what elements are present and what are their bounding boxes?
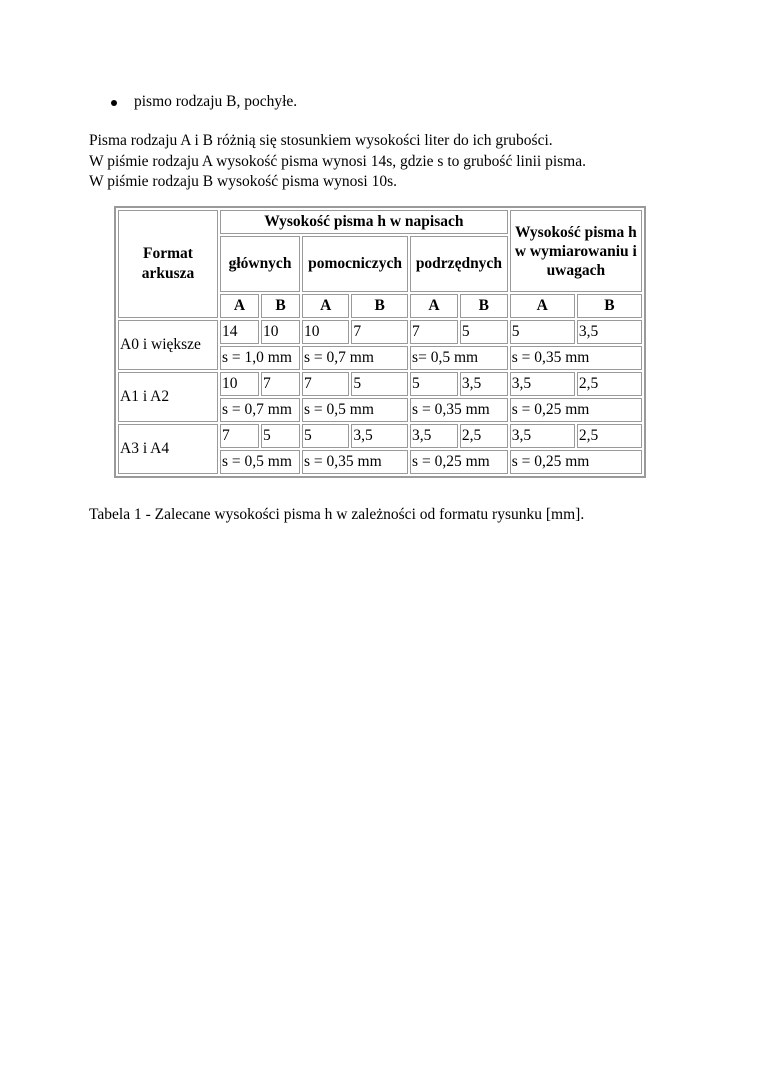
thickness-cell: s = 0,5 mm [302, 398, 408, 422]
format-cell: A3 i A4 [118, 424, 218, 474]
header-a: A [410, 294, 458, 318]
intro-paragraph [89, 131, 586, 193]
thickness-cell: s = 0,5 mm [220, 450, 300, 474]
value-cell: 3,5 [410, 424, 458, 448]
header-wysokosc-wymiary: Wysokość pisma h w wymiarowaniu i uwagach [510, 210, 642, 292]
value-cell: 10 [261, 320, 300, 344]
header-b: B [261, 294, 300, 318]
value-cell: 3,5 [510, 372, 575, 396]
table-row [118, 424, 642, 448]
bullet-item [90, 92, 297, 112]
thickness-cell: s = 0,35 mm [510, 346, 642, 370]
value-cell: 2,5 [577, 424, 642, 448]
value-cell: 14 [220, 320, 259, 344]
bullet-dot-icon [111, 100, 117, 106]
thickness-cell: s = 1,0 mm [220, 346, 300, 370]
header-podrzednych: podrzędnych [410, 236, 508, 292]
value-cell: 5 [510, 320, 575, 344]
paragraph-line: Pisma rodzaju A i B różnią się stosunkiem wysokości liter do ich grubości. [89, 132, 553, 149]
header-b: B [577, 294, 642, 318]
value-cell: 3,5 [577, 320, 642, 344]
thickness-cell: s = 0,35 mm [302, 450, 408, 474]
value-cell: 7 [261, 372, 300, 396]
value-cell: 5 [302, 424, 349, 448]
value-cell: 10 [220, 372, 259, 396]
value-cell: 3,5 [510, 424, 575, 448]
header-b: B [351, 294, 408, 318]
thickness-cell: s= 0,5 mm [410, 346, 508, 370]
paragraph-line: W piśmie rodzaju A wysokość pisma wynosi 14s, gdzie s to grubość linii pisma. [89, 152, 586, 170]
value-cell: 7 [302, 372, 349, 396]
bullet-list [90, 92, 297, 112]
value-cell: 7 [410, 320, 458, 344]
table-row [118, 320, 642, 344]
header-glownych: głównych [220, 236, 300, 292]
header-b: B [460, 294, 508, 318]
value-cell: 2,5 [460, 424, 508, 448]
bullet-text: pismo rodzaju B, pochyłe. [134, 93, 298, 110]
thickness-cell: s = 0,25 mm [510, 450, 642, 474]
header-pomocniczych: pomocniczych [302, 236, 408, 292]
value-cell: 7 [220, 424, 259, 448]
value-cell: 7 [351, 320, 408, 344]
value-cell: 5 [261, 424, 300, 448]
table-caption: Tabela 1 - Zalecane wysokości pisma h w zależności od formatu rysunku [mm]. [89, 506, 585, 523]
value-cell: 5 [460, 320, 508, 344]
format-cell: A1 i A2 [118, 372, 218, 422]
paragraph-line: W piśmie rodzaju B wysokość pisma wynosi 10s. [89, 173, 397, 190]
letter-height-table [114, 206, 646, 478]
thickness-cell: s = 0,7 mm [302, 346, 408, 370]
thickness-cell: s = 0,25 mm [410, 450, 508, 474]
thickness-cell: s = 0,7 mm [220, 398, 300, 422]
value-cell: 2,5 [577, 372, 642, 396]
format-cell: A0 i większe [118, 320, 218, 370]
header-a: A [510, 294, 575, 318]
header-a: A [302, 294, 349, 318]
value-cell: 3,5 [351, 424, 408, 448]
thickness-cell: s = 0,35 mm [410, 398, 508, 422]
value-cell: 5 [351, 372, 408, 396]
header-a: A [220, 294, 259, 318]
value-cell: 3,5 [460, 372, 508, 396]
header-wysokosc-napisy: Wysokość pisma h w napisach [220, 210, 508, 234]
thickness-cell: s = 0,25 mm [510, 398, 642, 422]
table-row [118, 372, 642, 396]
header-format: Format arkusza [118, 210, 218, 318]
value-cell: 10 [302, 320, 349, 344]
value-cell: 5 [410, 372, 458, 396]
